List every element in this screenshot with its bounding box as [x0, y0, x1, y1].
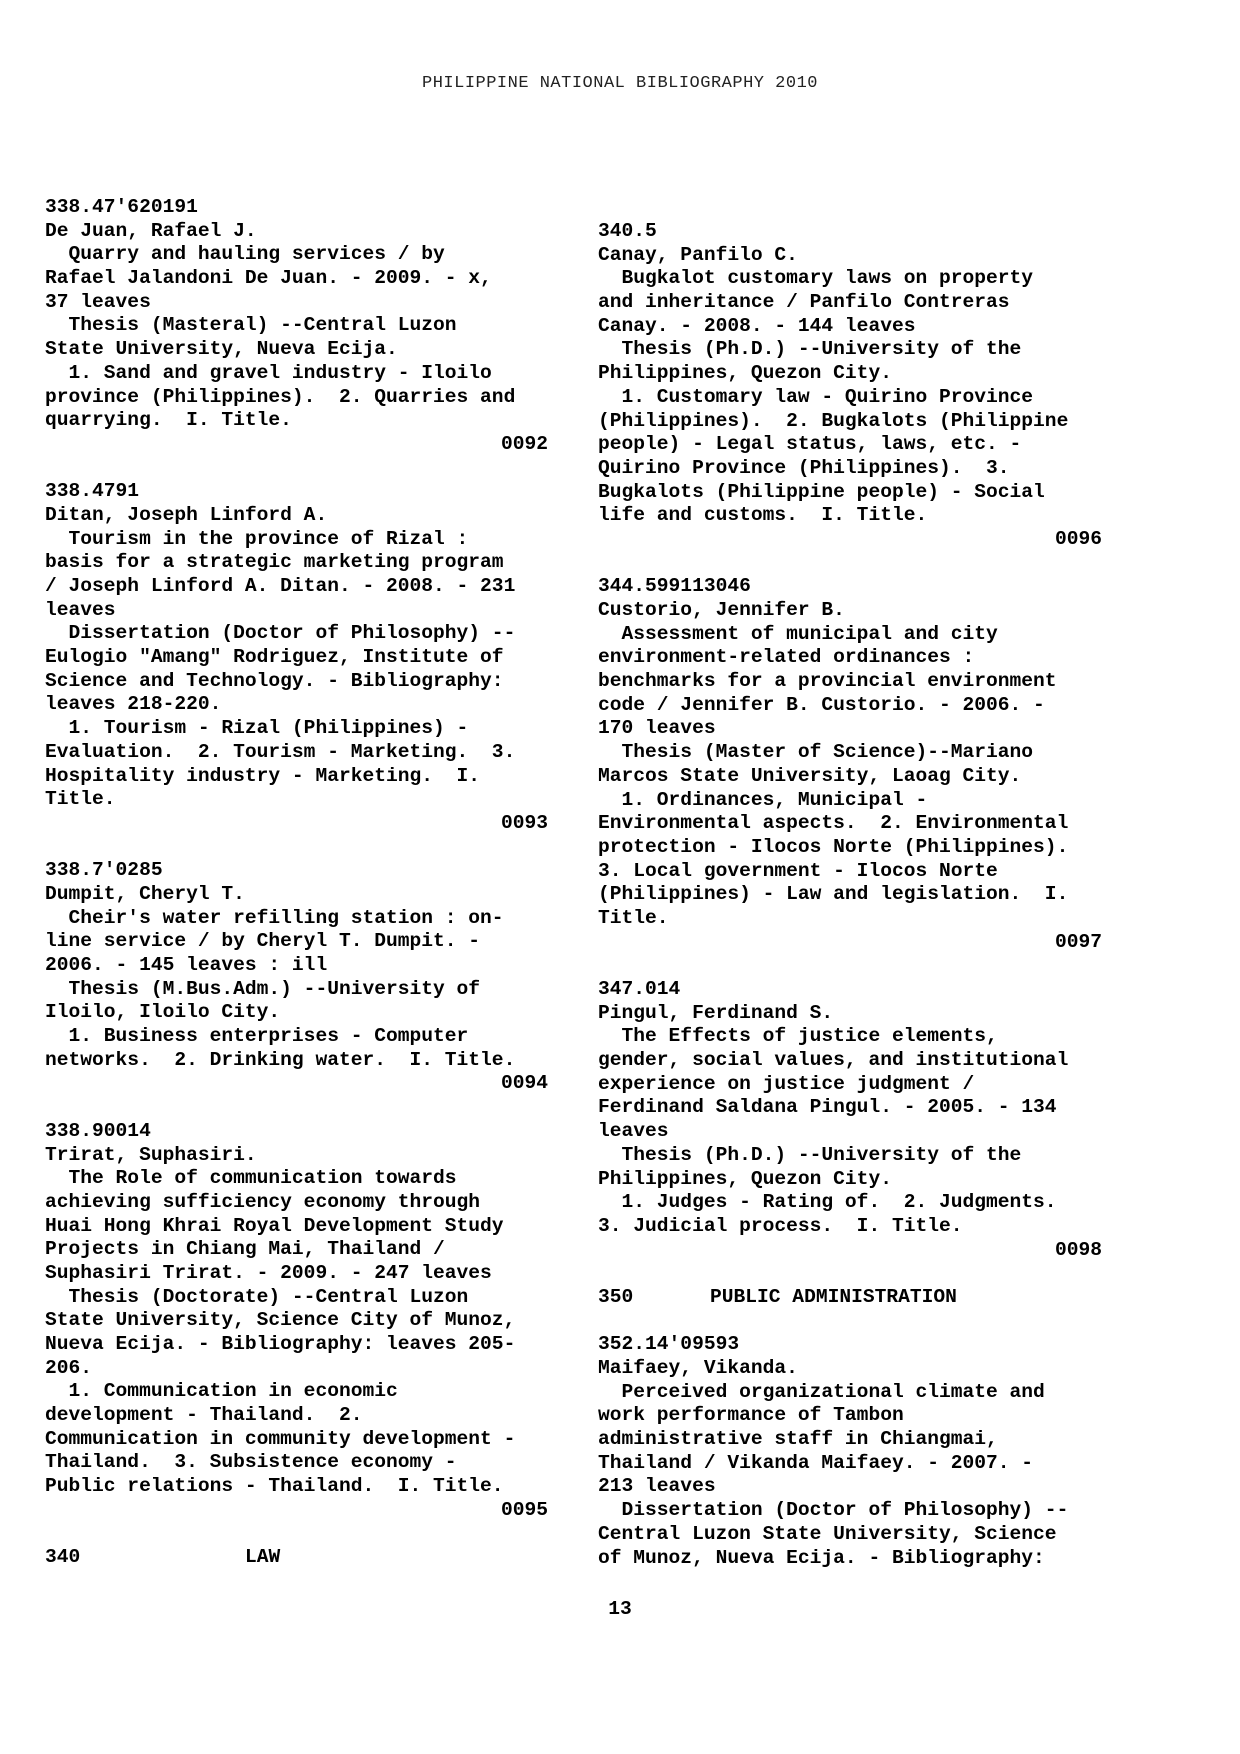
entry-line: Title. [598, 906, 669, 929]
entry-line: Thesis (Doctorate) --Central Luzon [45, 1285, 469, 1308]
section-label: PUBLIC ADMINISTRATION [710, 1285, 957, 1308]
entry-line: code / Jennifer B. Custorio. - 2006. - [598, 693, 1045, 716]
entry-line: environment-related ordinances : [598, 646, 975, 669]
entry-number: 0095 [500, 1498, 548, 1521]
entry-line: Canay. - 2008. - 144 leaves [598, 314, 916, 337]
entry-line: protection - Ilocos Norte (Philippines). [598, 835, 1069, 858]
entry-line: Thailand / Vikanda Maifaey. - 2007. - [598, 1451, 1034, 1474]
spacer [598, 1310, 1118, 1334]
entry-line: Philippines, Quezon City. [598, 362, 892, 385]
entry-number: 0094 [500, 1072, 548, 1095]
entry-line: Dumpit, Cheryl T. [45, 882, 245, 905]
entry-line: quarrying. I. Title. [45, 409, 292, 432]
entry-line: Dissertation (Doctor of Philosophy) -- [598, 1499, 1069, 1522]
spacer [45, 1523, 565, 1547]
entry-line: 344.599113046 [598, 575, 751, 598]
spacer [45, 836, 565, 860]
entry-line: achieving sufficiency economy through [45, 1190, 481, 1213]
spacer [598, 552, 1118, 576]
bibliography-entry [598, 575, 1118, 954]
entry-line: 347.014 [598, 978, 681, 1000]
entry-line: Environmental aspects. 2. Environmental [598, 812, 1069, 835]
entry-line: 338.90014 [45, 1119, 151, 1142]
entry-line: networks. 2. Drinking water. I. Title. [45, 1048, 516, 1071]
entry-line: people) - Legal status, laws, etc. - [598, 433, 1022, 456]
entry-line: province (Philippines). 2. Quarries and [45, 385, 516, 408]
entry-line: gender, social values, and institutional [598, 1049, 1069, 1072]
entry-line: Quirino Province (Philippines). 3. [598, 456, 1010, 479]
entry-line: 2006. - 145 leaves : ill [45, 954, 328, 976]
entry-line: 1. Tourism - Rizal (Philippines) - [45, 717, 469, 740]
spacer [598, 954, 1118, 978]
entry-line: 37 leaves [45, 290, 151, 313]
entry-line: Iloilo, Iloilo City. [45, 1001, 281, 1024]
section-code: 350 [598, 1285, 634, 1308]
entry-line: 1. Communication in economic [45, 1380, 398, 1403]
section-code: 340 [45, 1546, 81, 1569]
entry-line: experience on justice judgment / [598, 1072, 975, 1095]
entry-line: of Munoz, Nueva Ecija. - Bibliography: [598, 1546, 1045, 1569]
entry-line: work performance of Tambon [598, 1404, 904, 1427]
entry-line: Ferdinand Saldana Pingul. - 2005. - 134 [598, 1096, 1057, 1119]
entry-line: Thesis (M.Bus.Adm.) --University of [45, 977, 481, 1000]
entry-line: Assessment of municipal and city [598, 622, 998, 645]
entry-line: Communication in community development - [45, 1427, 516, 1450]
entry-line: 338.4791 [45, 480, 140, 503]
entry-line: Trirat, Suphasiri. [45, 1143, 257, 1166]
entry-line: Marcos State University, Laoag City. [598, 764, 1022, 787]
running-header: PHILIPPINE NATIONAL BIBLIOGRAPHY 2010 [422, 74, 818, 93]
entry-line: Thesis (Masteral) --Central Luzon [45, 314, 457, 337]
entry-line: development - Thailand. 2. [45, 1404, 363, 1427]
right-column [598, 220, 1118, 1570]
entry-number: 0098 [1054, 1238, 1102, 1261]
page-number: 13 [608, 1598, 632, 1620]
entry-line: / Joseph Linford A. Ditan. - 2008. - 231 [45, 575, 516, 597]
entry-line: 3. Local government - Ilocos Norte [598, 859, 998, 882]
section-heading [45, 1546, 565, 1570]
entry-line: Thesis (Ph.D.) --University of the [598, 1143, 1022, 1166]
entry-number: 0092 [500, 432, 548, 455]
entry-line: The Effects of justice elements, [598, 1025, 998, 1048]
entry-line: administrative staff in Chiangmai, [598, 1428, 998, 1451]
entry-line: Bugkalot customary laws on property [598, 267, 1034, 290]
entry-line: 1. Ordinances, Municipal - [598, 788, 928, 811]
entry-line: (Philippines). 2. Bugkalots (Philippine [598, 409, 1069, 432]
entry-number: 0097 [1054, 930, 1102, 953]
entry-line: 1. Customary law - Quirino Province [598, 385, 1034, 408]
spacer [45, 457, 565, 481]
entry-line: leaves [598, 1120, 669, 1143]
entry-line: Evaluation. 2. Tourism - Marketing. 3. [45, 740, 516, 763]
entry-line: (Philippines) - Law and legislation. I. [598, 883, 1069, 906]
entry-line: Suphasiri Trirat. - 2009. - 247 leaves [45, 1261, 492, 1284]
entry-line: life and customs. I. Title. [598, 504, 928, 527]
entry-line: Custorio, Jennifer B. [598, 599, 845, 621]
entry-line: Dissertation (Doctor of Philosophy) -- [45, 622, 516, 645]
entry-line: Ditan, Joseph Linford A. [45, 503, 328, 526]
entry-line: Eulogio "Amang" Rodriguez, Institute of [45, 646, 504, 669]
entry-line: Pingul, Ferdinand S. [598, 1001, 834, 1024]
spacer [598, 1262, 1118, 1286]
entry-line: 206. [45, 1356, 93, 1379]
entry-line: Hospitality industry - Marketing. I. [45, 764, 481, 787]
entry-line: 3. Judicial process. I. Title. [598, 1214, 963, 1237]
entry-line: Nueva Ecija. - Bibliography: leaves 205- [45, 1333, 516, 1355]
entry-line: and inheritance / Panfilo Contreras [598, 291, 1010, 314]
entry-line: 170 leaves [598, 717, 716, 740]
bibliography-entry [45, 859, 565, 1096]
entry-line: Philippines, Quezon City. [598, 1167, 892, 1190]
entry-line: 352.14'09593 [598, 1333, 740, 1356]
entry-line: Projects in Chiang Mai, Thailand / [45, 1238, 445, 1261]
entry-line: Maifaey, Vikanda. [598, 1357, 798, 1379]
entry-line: State University, Science City of Munoz, [45, 1309, 516, 1332]
entry-line: Science and Technology. - Bibliography: [45, 669, 504, 692]
spacer [45, 1096, 565, 1120]
entry-line: Bugkalots (Philippine people) - Social [598, 480, 1045, 503]
entry-line: benchmarks for a provincial environment [598, 670, 1057, 693]
bibliography-entry [45, 196, 565, 457]
entry-number: 0096 [1054, 527, 1102, 550]
bibliography-entry [45, 1120, 565, 1523]
bibliography-entry [598, 220, 1118, 552]
entry-line: 338.7'0285 [45, 859, 163, 882]
entry-line: Cheir's water refilling station : on- [45, 906, 504, 929]
entry-line: Tourism in the province of Rizal : [45, 527, 469, 550]
entry-line: Public relations - Thailand. I. Title. [45, 1475, 504, 1498]
entry-line: 340.5 [598, 220, 657, 242]
left-column [45, 196, 565, 1570]
bibliography-entry [45, 480, 565, 835]
entry-line: Thailand. 3. Subsistence economy - [45, 1451, 457, 1474]
entry-line: Thesis (Master of Science)--Mariano [598, 741, 1034, 764]
entry-line: Canay, Panfilo C. [598, 243, 798, 266]
entry-line: Central Luzon State University, Science [598, 1522, 1057, 1545]
entry-line: basis for a strategic marketing program [45, 551, 504, 574]
entry-line: 338.47'620191 [45, 196, 198, 218]
entry-line: Perceived organizational climate and [598, 1380, 1045, 1403]
entry-line: De Juan, Rafael J. [45, 219, 257, 242]
bibliography-entry [598, 978, 1118, 1262]
entry-line: The Role of communication towards [45, 1167, 457, 1190]
section-label: LAW [245, 1546, 281, 1569]
entry-line: leaves 218-220. [45, 693, 222, 716]
entry-line: leaves [45, 598, 116, 621]
entry-line: Thesis (Ph.D.) --University of the [598, 338, 1022, 361]
section-heading [598, 1286, 1118, 1310]
entry-line: Title. [45, 788, 116, 811]
entry-line: 1. Judges - Rating of. 2. Judgments. [598, 1191, 1057, 1214]
entry-line: 213 leaves [598, 1475, 716, 1498]
entry-line: Rafael Jalandoni De Juan. - 2009. - x, [45, 267, 492, 290]
entry-line: Huai Hong Khrai Royal Development Study [45, 1214, 504, 1237]
entry-line: line service / by Cheryl T. Dumpit. - [45, 930, 481, 953]
entry-number: 0093 [500, 811, 548, 834]
entry-line: 1. Sand and gravel industry - Iloilo [45, 361, 492, 384]
entry-line: 1. Business enterprises - Computer [45, 1025, 469, 1048]
entry-line: State University, Nueva Ecija. [45, 338, 398, 361]
entry-line: Quarry and hauling services / by [45, 243, 445, 266]
bibliography-entry [598, 1333, 1118, 1570]
